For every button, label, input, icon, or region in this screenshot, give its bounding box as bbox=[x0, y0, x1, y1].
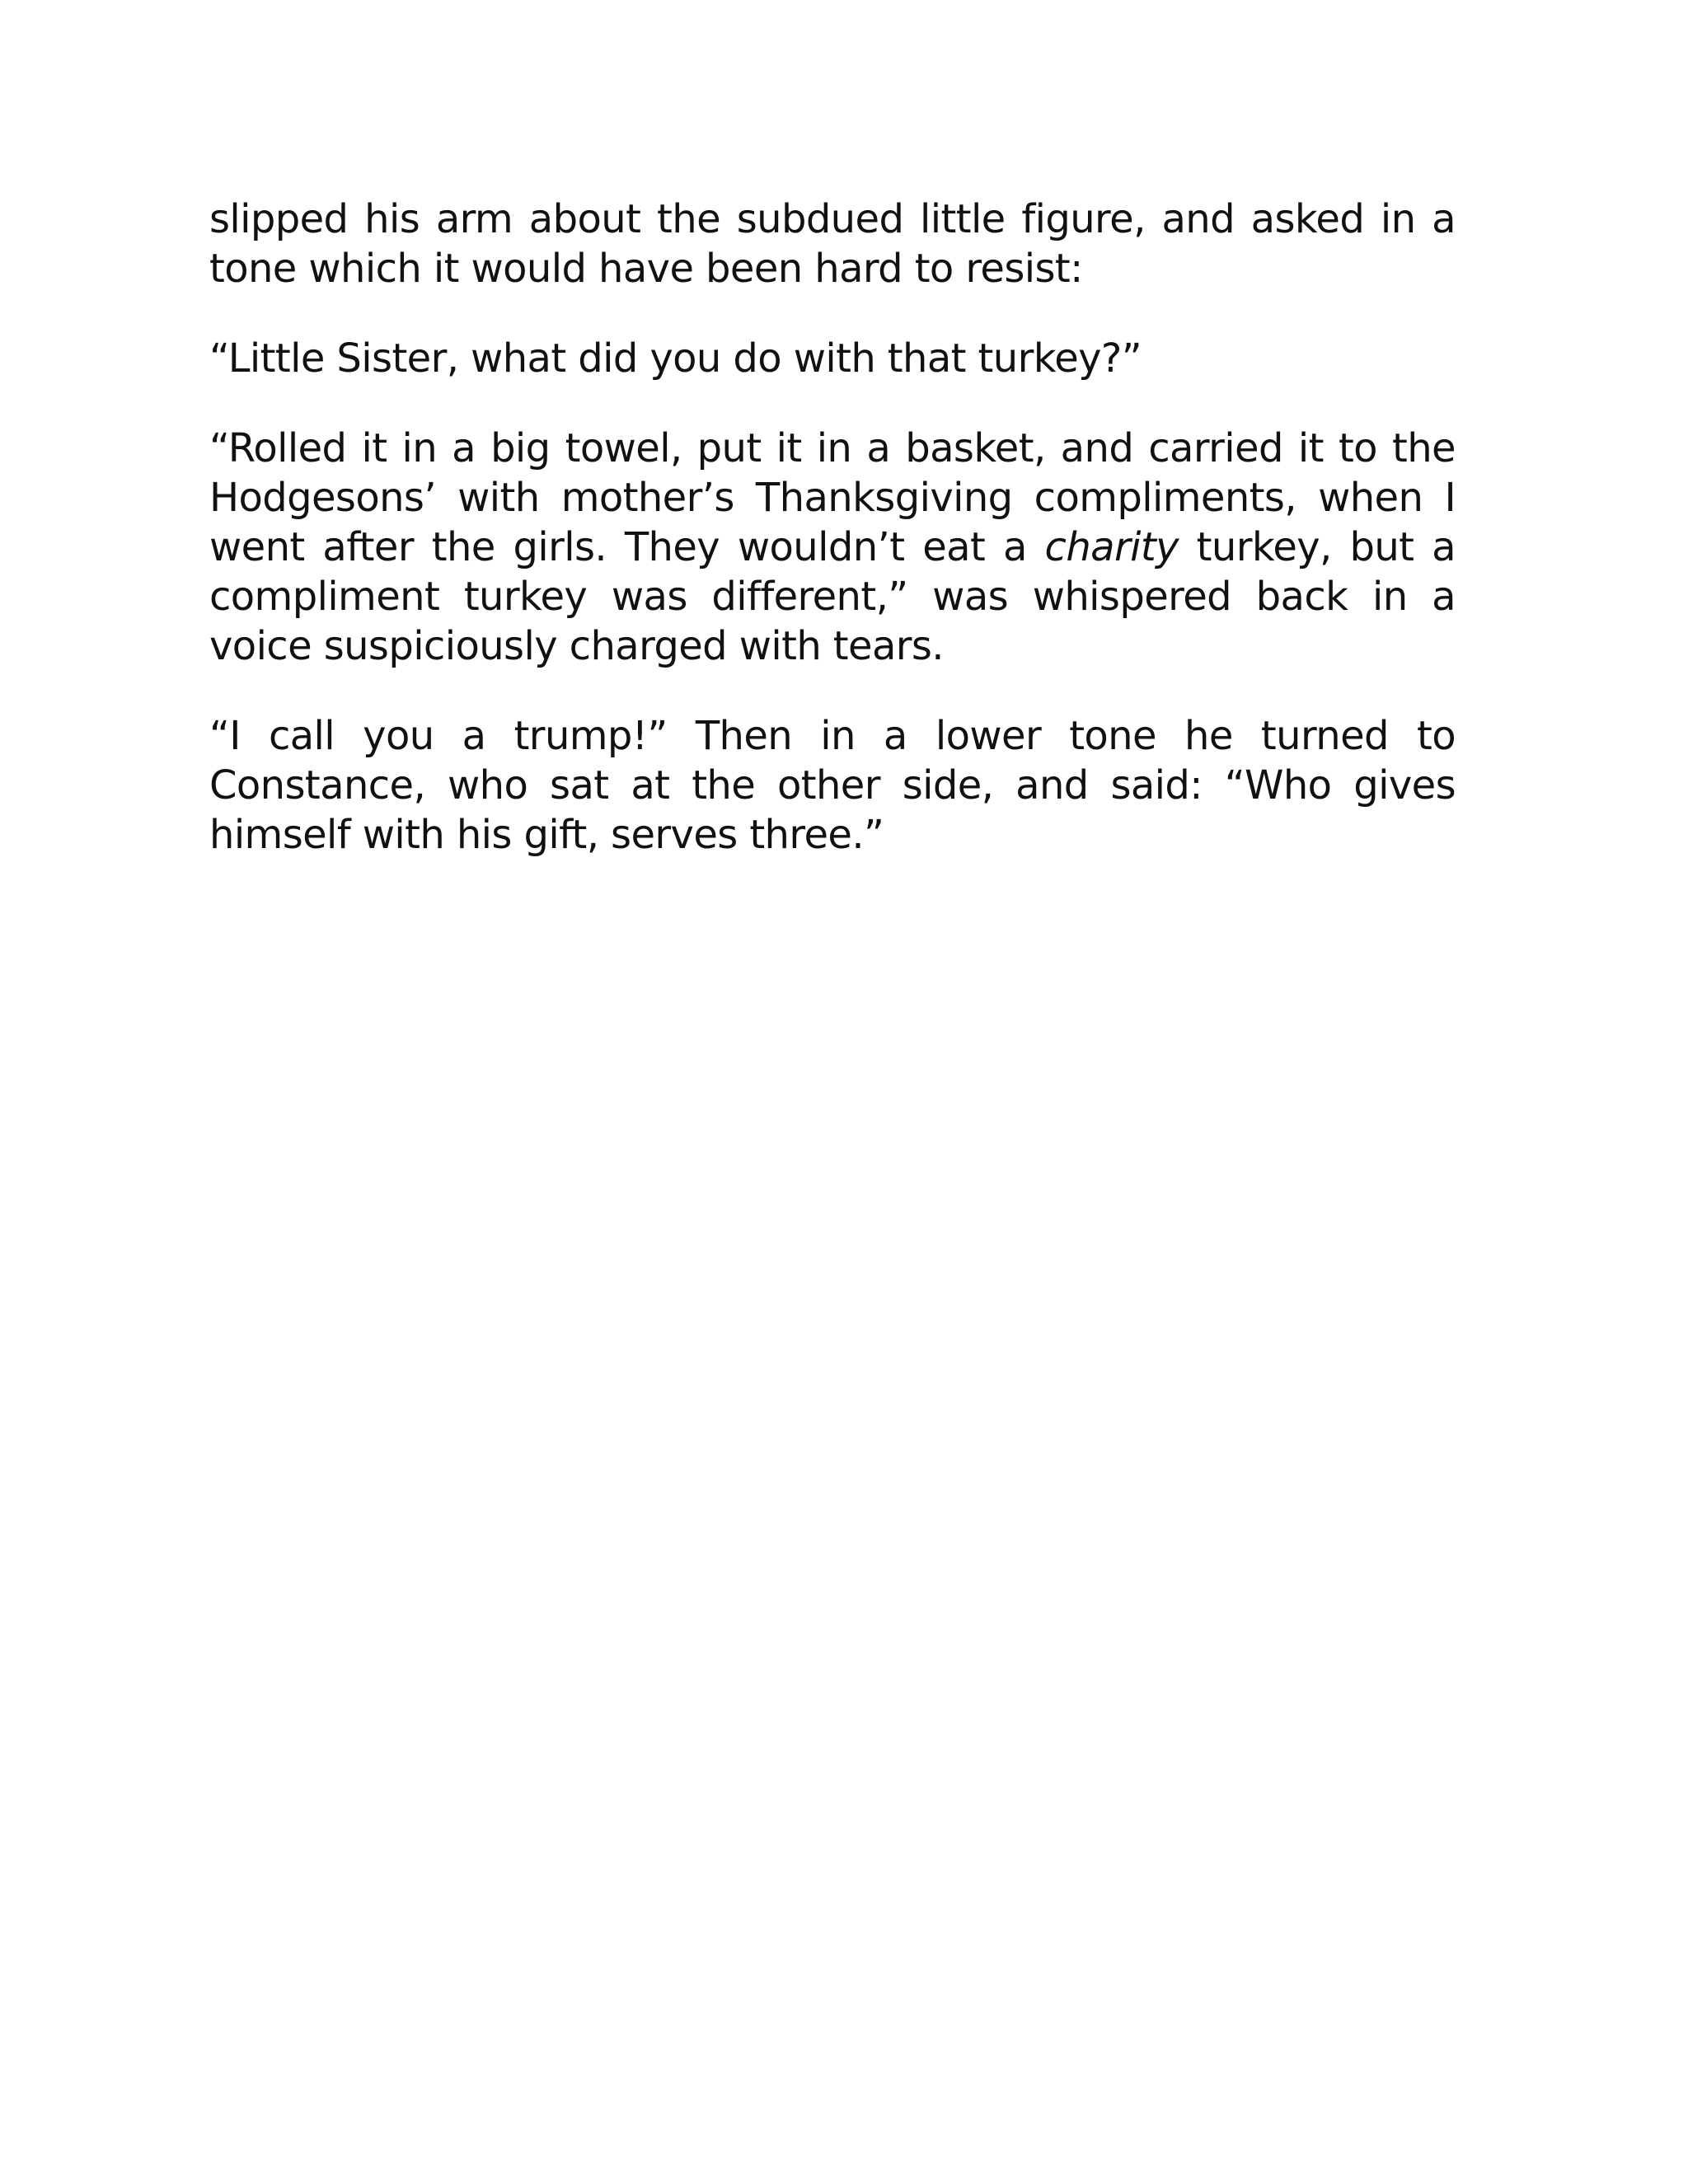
body-text bbox=[209, 194, 1456, 900]
paragraph-4 bbox=[209, 711, 1456, 860]
paragraph-2 bbox=[209, 334, 1456, 383]
paragraph-3 bbox=[209, 424, 1456, 671]
paragraph-3-text-end: turkey, but a compliment turkey was different,” was whispered back in a voice suspiciously charged with tears. bbox=[209, 524, 1456, 669]
paragraph-3-text-start: “Rolled it in a big towel, put it in a basket, and carried it to the Hodgesons’ with mother’s Thanksgiving compliments, when I went after the girls. They wouldn’t eat a bbox=[209, 425, 1456, 570]
paragraph-1 bbox=[209, 194, 1456, 293]
paragraph-3-italic-word: charity bbox=[1044, 524, 1179, 570]
paragraph-4-text: “I call you a trump!” Then in a lower tone he turned to Constance, who sat at the other side, and said: “Who gives himself with his gift, serves three.” bbox=[209, 713, 1456, 858]
paragraph-1-text: slipped his arm about the subdued little figure, and asked in a tone which it would have been hard to resist: bbox=[209, 196, 1456, 292]
paragraph-2-text: “Little Sister, what did you do with that turkey?” bbox=[209, 335, 1142, 382]
